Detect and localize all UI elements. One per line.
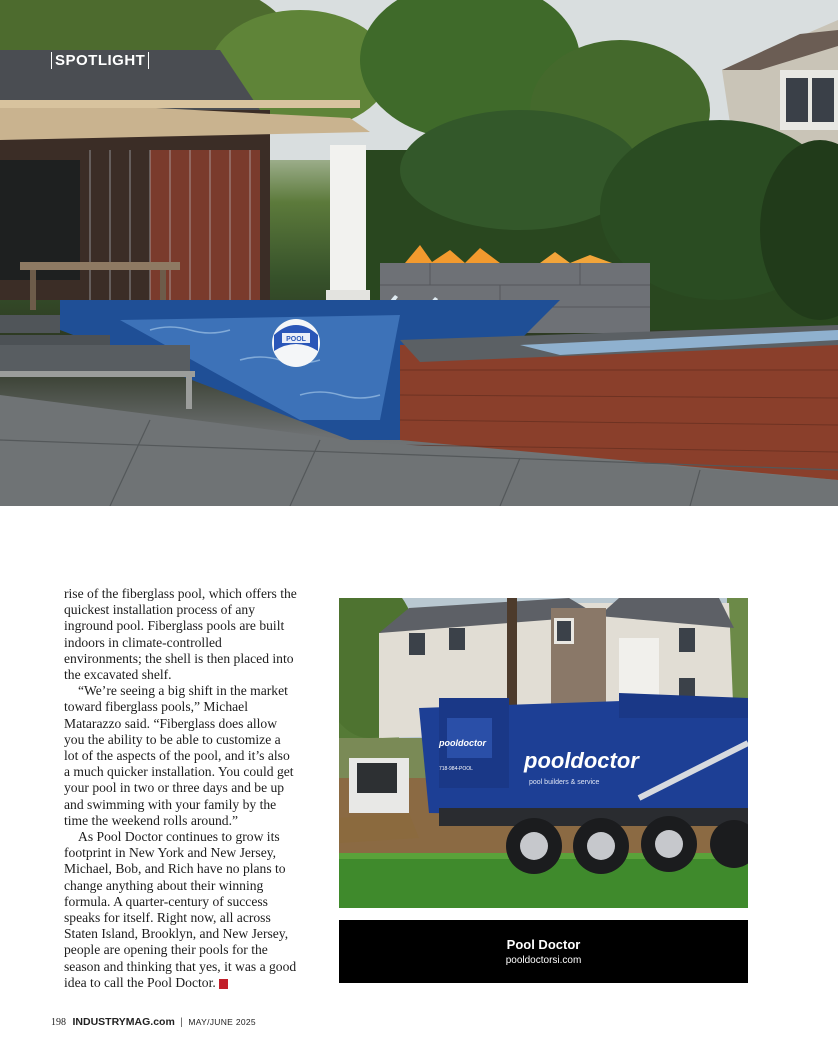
truck-logo-text: pooldoctor xyxy=(524,748,639,773)
truck-door-logo-text: pooldoctor xyxy=(439,738,486,748)
issue-date: MAY/JUNE 2025 xyxy=(188,1017,256,1027)
article-body xyxy=(64,586,298,991)
footer-separator: | xyxy=(180,1017,183,1028)
truck-scene-illustration xyxy=(339,598,748,908)
truck-tagline-text: pool builders & service xyxy=(529,779,600,786)
caption-title: Pool Doctor xyxy=(506,937,581,952)
caption-url: pooldoctorsi.com xyxy=(505,955,582,966)
section-tag: SPOTLIGHT xyxy=(51,52,149,69)
page-footer xyxy=(51,1016,256,1029)
page-number: 198 xyxy=(51,1017,66,1028)
photo-pool-doctor-truck xyxy=(339,598,748,908)
beach-ball-label: POOL xyxy=(286,336,306,343)
photo-caption xyxy=(339,920,748,983)
article-paragraph: rise of the fiberglass pool, which offers the quickest installation process of any inground pool. Fiberglass pools are built indoors in climate-controlled environments; the shell is then placed into the excavated shelf. xyxy=(64,586,297,683)
pool-scene-illustration xyxy=(0,0,838,506)
end-of-article-mark: I xyxy=(219,979,228,989)
publication-name: INDUSTRYMAG.com xyxy=(72,1016,175,1028)
hero-photo-pool-patio xyxy=(0,0,838,506)
article-paragraph-text: As Pool Doctor continues to grow its footprint in New York and New Jersey, Michael, Bob, and Rich have no plans to change anything about their winning formula. A quarter-century of success speaks for itself. Right now, all across Staten Island, Brooklyn, and New Jersey, people are opening their pools for the season and thinking that yes, it was a good idea to call the Pool Doctor. xyxy=(64,829,297,990)
truck-door-phone-text: 718-984-POOL xyxy=(439,766,473,772)
article-paragraph: “We’re seeing a big shift in the market toward fiberglass pools,” Michael Matarazzo said. “Fiberglass does allow you the ability to be able to customize a lot of the aspects of the pool, and it’s also a much quicker installation. You could get your pool in two or three days and be up and swimming with your family by the time the weekend rolls around.” xyxy=(64,683,294,828)
article-paragraph-final xyxy=(64,829,298,991)
